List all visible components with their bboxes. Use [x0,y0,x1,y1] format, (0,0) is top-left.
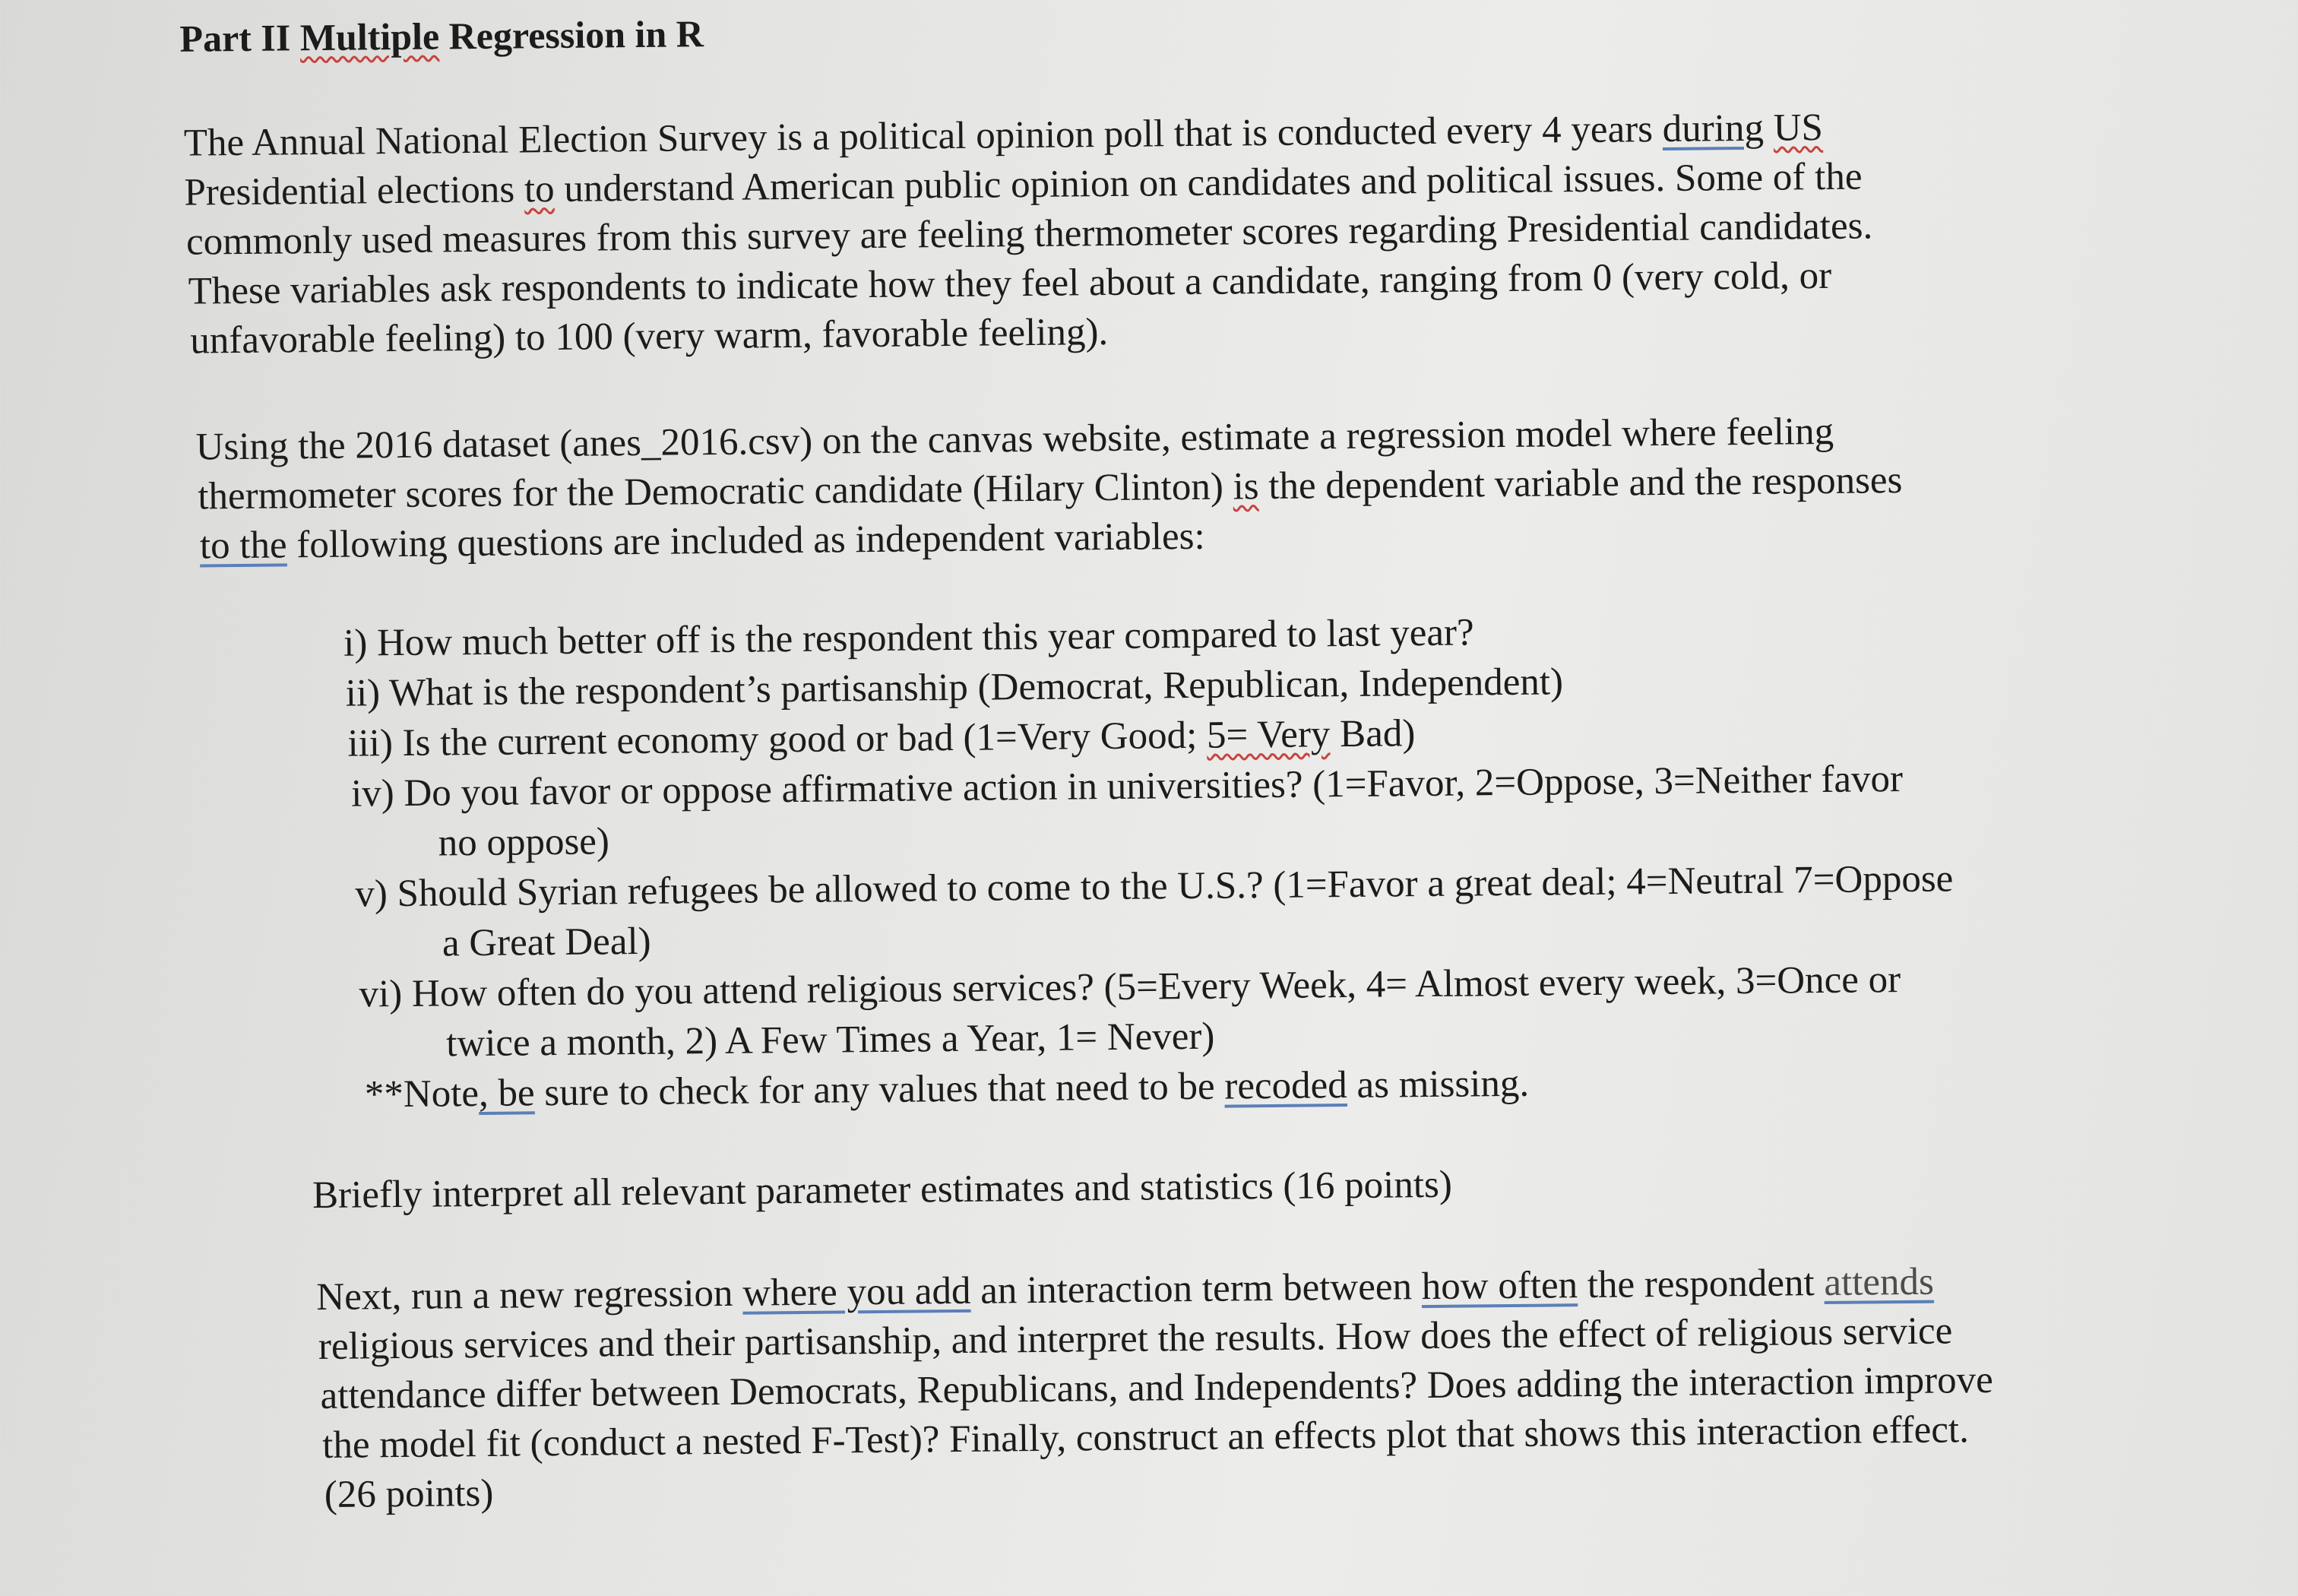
question-6-line-1: vi) How often do you attend religious services? (5=Every Week, 4= Almost every week, 3=Once or [359,958,1901,1016]
intro-line-3: commonly used measures from this survey are feeling thermometer scores regarding Presidential candidates. [185,204,1873,264]
title-rest: Regression in R [438,12,704,58]
question-1: i) How much better off is the respondent this year compared to last year? [343,611,1474,665]
next-line-3: attendance differ between Democrats, Republicans, and Independents? Does adding the interaction improve [320,1358,1993,1418]
question-3: iii) Is the current economy good or bad (1=Very Good; 5= Very Bad) [347,712,1416,765]
interpret-instruction: Briefly interpret all relevant parameter estimates and statistics (16 points) [312,1163,1453,1218]
section-title [179,10,704,62]
intro-line-1: The Annual National Election Survey is a political opinion poll that is conducted every 4 years during US [183,106,1824,165]
question-2: ii) What is the respondent’s partisanship (Democrat, Republican, Independent) [345,660,1564,715]
next-line-5: (26 points) [324,1471,494,1516]
next-line-4: the model fit (conduct a nested F-Test)? Finally, construct an effects plot that shows this interaction effect. [322,1408,1970,1468]
next-line-1: Next, run a new regression where you add an interaction term between how often the respondent attends [316,1260,1935,1319]
task-line-3: to the following questions are included as independent variables: [199,515,1205,568]
question-5-line-1: v) Should Syrian refugees be allowed to come to the U.S.? (1=Favor a great deal; 4=Neutral 7=Oppose [355,857,1954,916]
task-line-1: Using the 2016 dataset (anes_2016.csv) on the canvas website, estimate a regression model where feeling [195,410,1834,469]
task-line-2: thermometer scores for the Democratic candidate (Hilary Clinton) is the dependent variable and the responses [198,459,1903,518]
question-4-line-2: no oppose) [438,820,610,865]
intro-line-5: unfavorable feeling) to 100 (very warm, favorable feeling). [190,311,1109,363]
next-line-2: religious services and their partisanship, and interpret the results. How does the effect of religious service [318,1309,1953,1369]
title-multiple-word: Multiple [299,14,440,59]
intro-line-2: Presidential elections to understand American public opinion on candidates and political issues. Some of the [184,155,1863,214]
missing-values-note: **Note, be sure to check for any values that need to be recoded as missing. [364,1062,1530,1116]
question-6-line-2: twice a month, 2) A Few Times a Year, 1= Never) [445,1015,1215,1066]
intro-line-4: These variables ask respondents to indicate how they feel about a candidate, ranging from 0 (very cold, or [188,254,1832,313]
title-part: Part II [179,16,301,60]
question-5-line-2: a Great Deal) [442,920,651,965]
question-4-line-1: iv) Do you favor or oppose affirmative action in universities? (1=Favor, 2=Oppose, 3=Neither favor [350,758,1904,815]
